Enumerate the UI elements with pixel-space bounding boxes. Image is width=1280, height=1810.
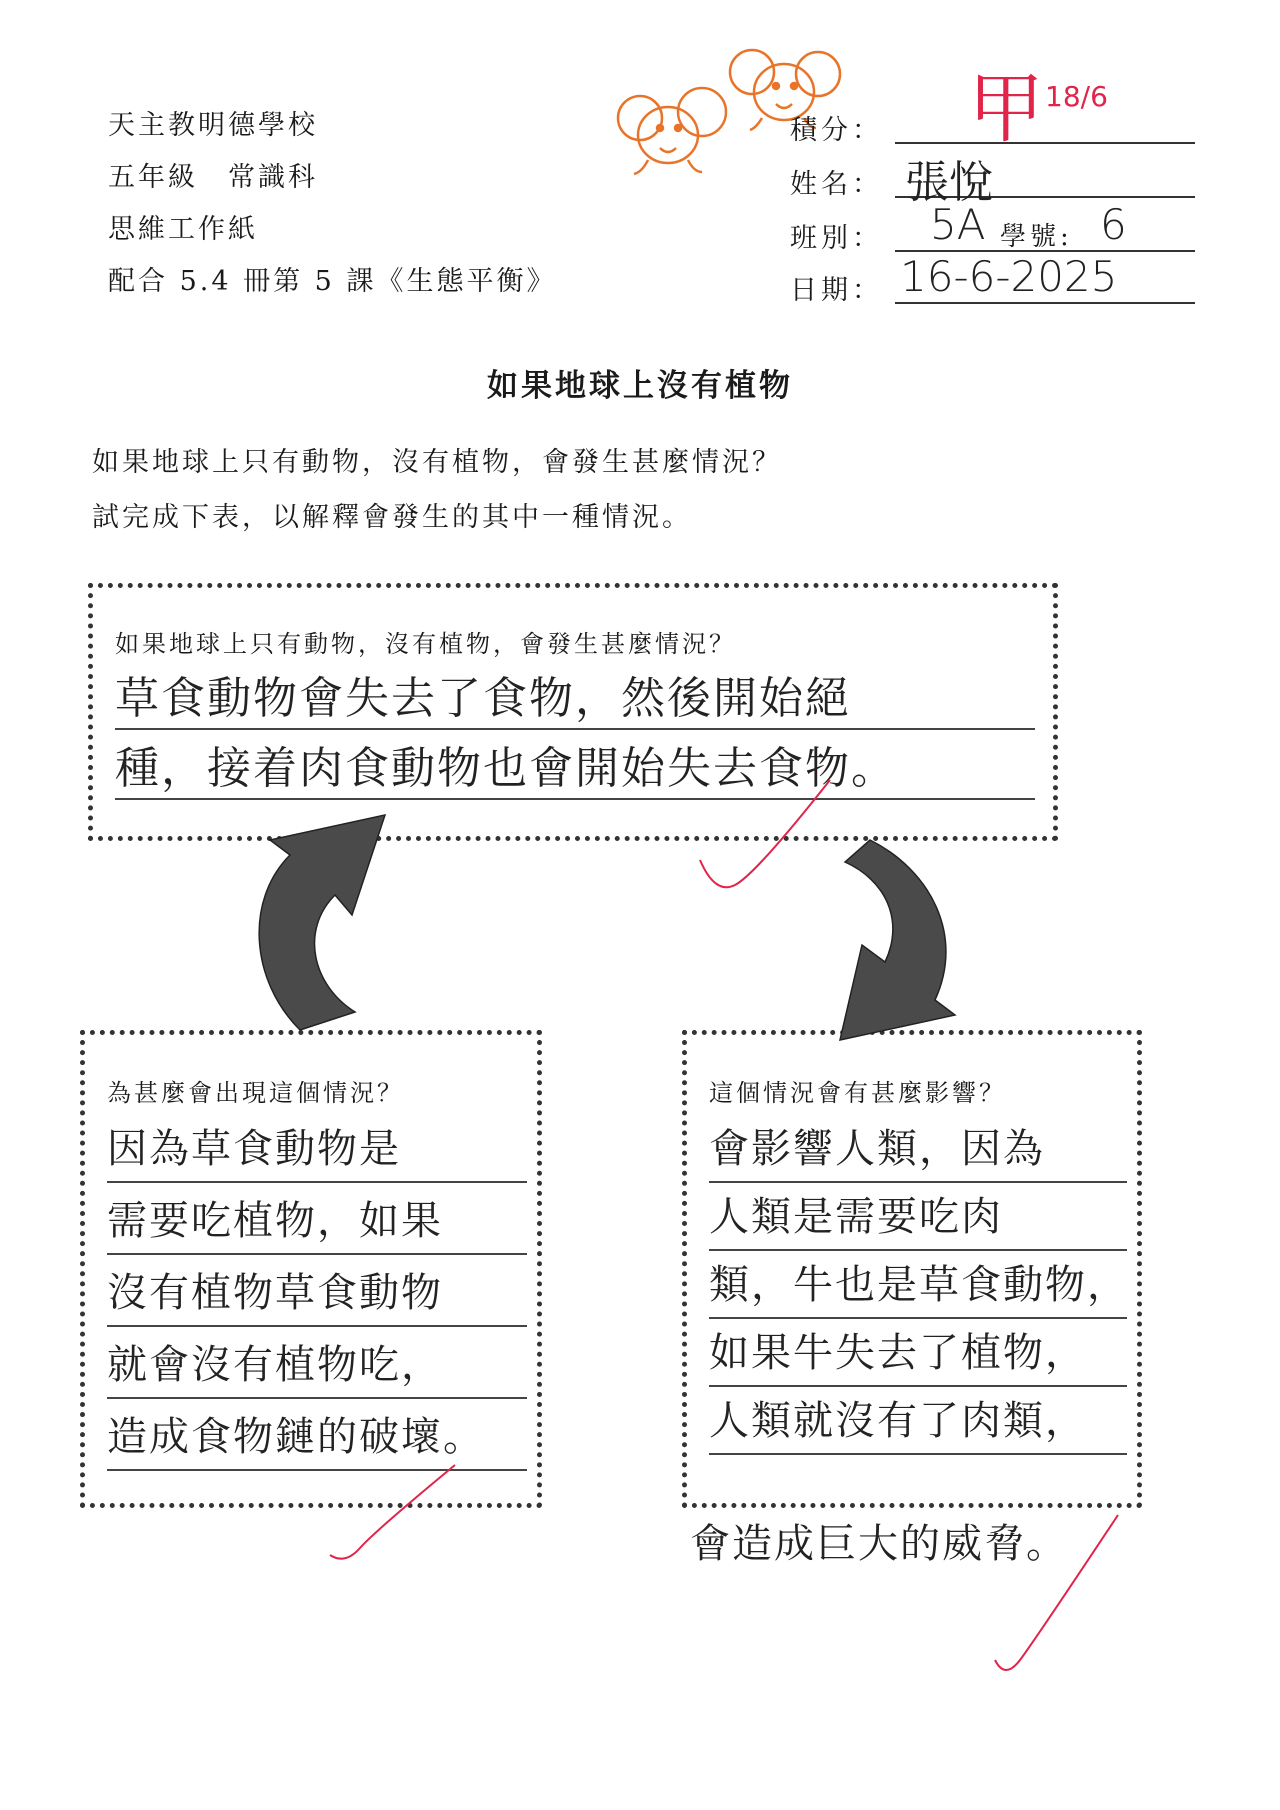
impact-answer-line: 如果牛失去了植物，: [709, 1321, 1127, 1387]
reason-answer-line: 就會沒有植物吃，: [107, 1333, 527, 1399]
score-fraction: 18/6: [1045, 80, 1108, 113]
situation-prompt: 如果地球上只有動物，沒有植物，會發生甚麼情況？: [115, 630, 736, 658]
impact-answer-line: 會影響人類，因為: [709, 1117, 1127, 1183]
worksheet-type: 思維工作紙: [108, 214, 258, 245]
impact-answer-line: 類，牛也是草食動物，: [709, 1253, 1127, 1319]
date-value: 16-6-2025: [900, 252, 1118, 301]
name-label: 姓名：: [790, 169, 883, 200]
down-arrow-icon: [840, 840, 955, 1040]
impact-answer-line: 人類就沒有了肉類，: [709, 1389, 1127, 1455]
school-name: 天主教明德學校: [108, 110, 318, 141]
class-value: 5A: [930, 200, 986, 249]
student-number-label: 學號:: [1000, 222, 1073, 252]
reason-answer-line: 沒有植物草食動物: [107, 1261, 527, 1327]
student-number-value: 6: [1100, 200, 1127, 249]
reason-prompt: 為甚麼會出現這個情況？: [107, 1079, 404, 1107]
reason-answer-line: 造成食物鏈的破壞。: [107, 1405, 527, 1471]
grade-subject: 五年級 常識科: [108, 162, 318, 193]
name-value: 張悅: [905, 157, 993, 208]
score-grade: 甲: [968, 64, 1044, 153]
reason-answer-line: 因為草食動物是: [107, 1117, 527, 1183]
instruction-line-1: 如果地球上只有動物，沒有植物，會發生甚麼情況？: [92, 447, 782, 478]
reason-answer-line: 需要吃植物，如果: [107, 1189, 527, 1255]
date-label: 日期：: [790, 275, 883, 306]
up-arrow-icon: [259, 815, 385, 1030]
impact-answer-line: 人類是需要吃肉: [709, 1185, 1127, 1251]
impact-answer-overflow: 會造成巨大的威脅。: [690, 1521, 1068, 1567]
check-mark-icon: [330, 780, 1118, 1670]
class-label: 班別：: [790, 223, 883, 254]
instruction-line-2: 試完成下表，以解釋會發生的其中一種情況。: [92, 502, 692, 533]
lesson-reference: 配合 5.4 冊第 5 課《生態平衡》: [108, 266, 557, 297]
impact-prompt: 這個情況會有甚麼影響？: [709, 1079, 1006, 1107]
situation-answer-line: 種，接着肉食動物也會開始失去食物。: [115, 740, 1035, 800]
page-title: 如果地球上沒有植物: [487, 368, 793, 404]
score-label: 積分：: [790, 115, 883, 146]
situation-answer-line: 草食動物會失去了食物，然後開始絕: [115, 670, 1035, 730]
